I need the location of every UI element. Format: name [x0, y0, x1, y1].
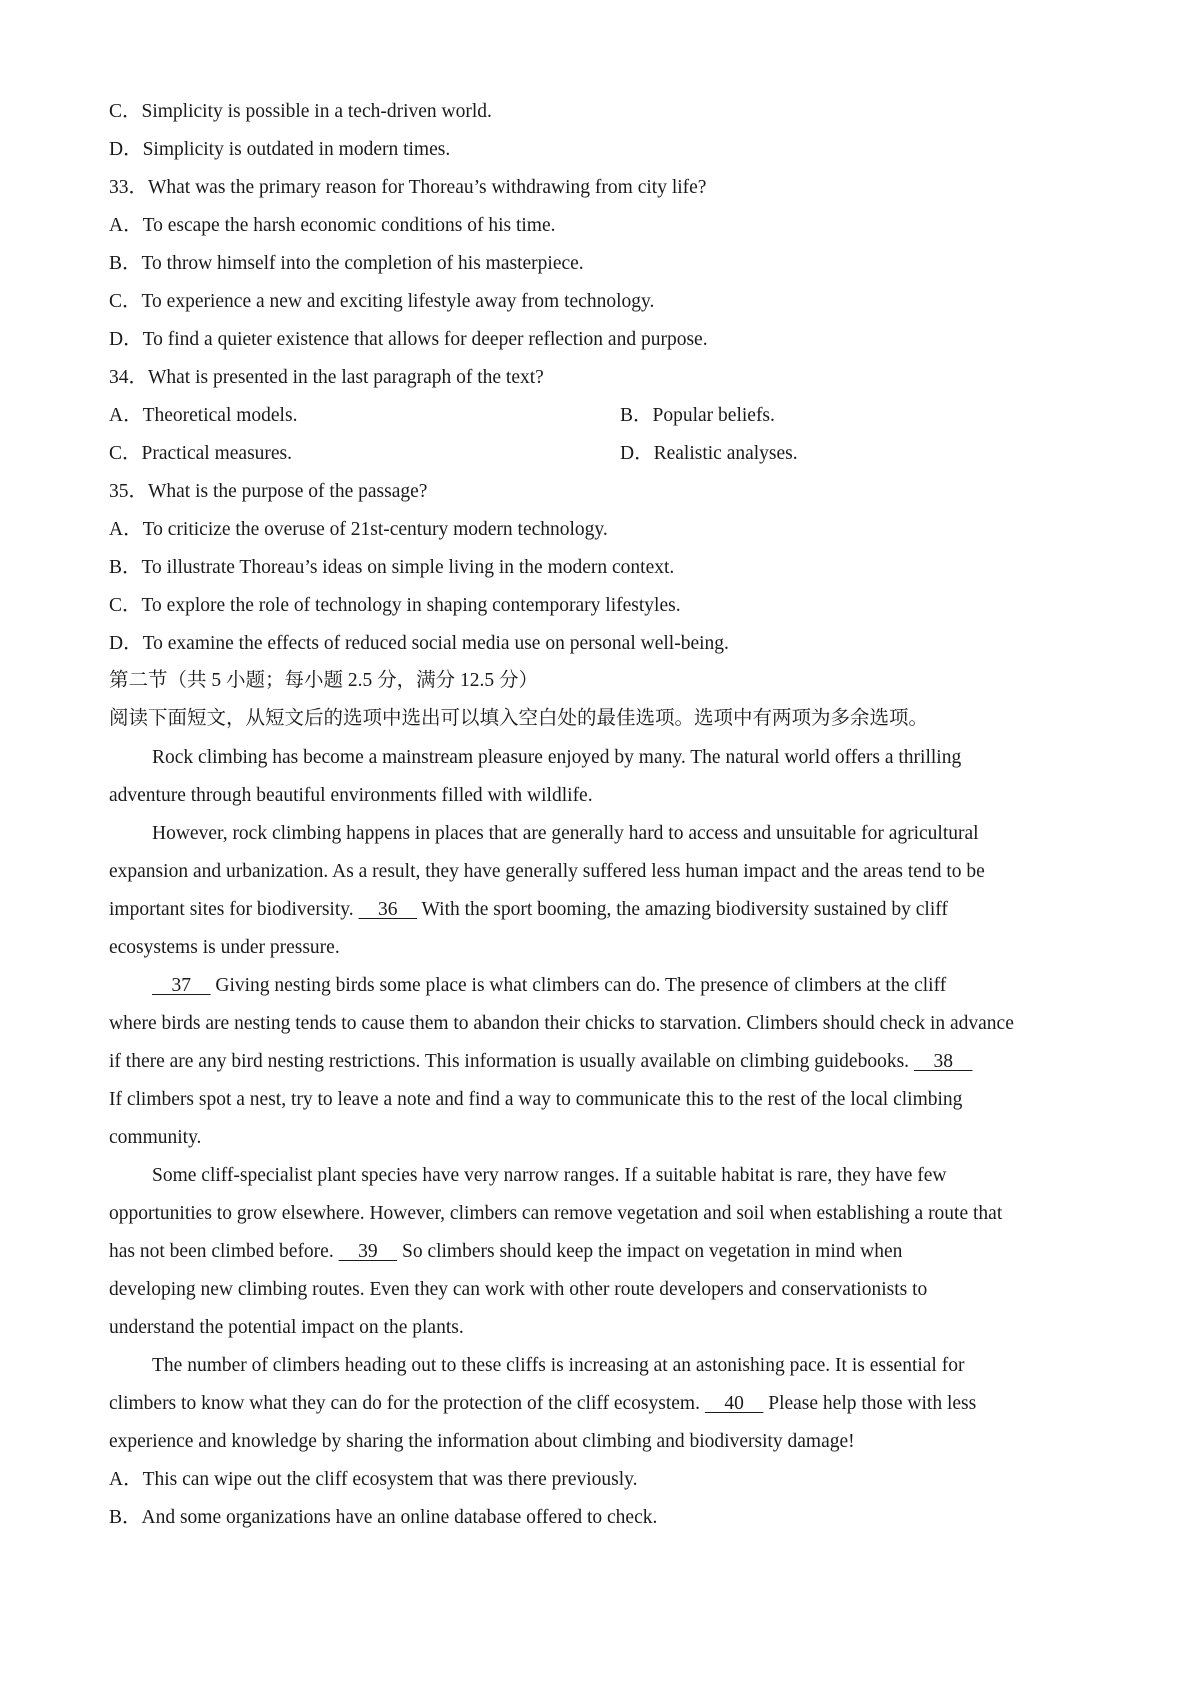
q35-option-a: A．To criticize the overuse of 21st-century modern technology.: [109, 519, 608, 540]
q34-option-d: D．Realistic analyses.: [620, 443, 798, 464]
q35-stem: 35．What is the purpose of the passage?: [109, 481, 428, 502]
q33-option-b: B．To throw himself into the completion of his masterpiece.: [109, 253, 584, 274]
passage-text: has not been climbed before.: [109, 1241, 339, 1262]
passage-text: important sites for biodiversity.: [109, 899, 359, 920]
passage-line: [109, 1391, 976, 1417]
passage-line: [109, 1239, 902, 1265]
passage-text: So climbers should keep the impact on vegetation in mind when: [397, 1241, 903, 1262]
blank-37: 37: [152, 975, 211, 996]
q34-stem: 34．What is presented in the last paragraph of the text?: [109, 367, 544, 388]
passage-text: With the sport booming, the amazing biodiversity sustained by cliff: [417, 899, 948, 920]
q34-option-c: C．Practical measures.: [109, 443, 293, 464]
q32-option-d: D．Simplicity is outdated in modern times.: [109, 139, 451, 160]
passage-line: experience and knowledge by sharing the information about climbing and biodiversity damage!: [109, 1431, 855, 1452]
passage-line: If climbers spot a nest, try to leave a note and find a way to communicate this to the rest of the local climbing: [109, 1089, 963, 1110]
passage-line: understand the potential impact on the plants.: [109, 1317, 464, 1338]
passage-text: Giving nesting birds some place is what climbers can do. The presence of climbers at the cliff: [210, 975, 947, 996]
answer-option-b: B．And some organizations have an online database offered to check.: [109, 1507, 658, 1528]
passage-text: if there are any bird nesting restrictions. This information is usually available on climbing guidebooks.: [109, 1051, 914, 1072]
q33-option-d: D．To find a quieter existence that allows for deeper reflection and purpose.: [109, 329, 708, 350]
passage-line: [152, 973, 946, 999]
blank-39: 39: [338, 1241, 398, 1262]
blank-36: 36: [358, 899, 417, 920]
section-heading: 第二节（共 5 小题；每小题 2.5 分，满分 12.5 分）: [109, 670, 539, 691]
answer-option-a: A．This can wipe out the cliff ecosystem that was there previously.: [109, 1469, 638, 1490]
q32-option-c: C．Simplicity is possible in a tech-driven world.: [109, 101, 492, 122]
passage-line: developing new climbing routes. Even they can work with other route developers and conservationists to: [109, 1279, 928, 1300]
q33-stem: 33．What was the primary reason for Thoreau’s withdrawing from city life?: [109, 177, 707, 198]
passage-line: where birds are nesting tends to cause them to abandon their chicks to starvation. Climbers should check in advance: [109, 1013, 1014, 1034]
q35-option-c: C．To explore the role of technology in shaping contemporary lifestyles.: [109, 595, 681, 616]
passage-text: climbers to know what they can do for the protection of the cliff ecosystem.: [109, 1393, 705, 1414]
passage-line: community.: [109, 1127, 202, 1148]
q33-option-a: A．To escape the harsh economic conditions of his time.: [109, 215, 556, 236]
q34-option-b: B．Popular beliefs.: [620, 405, 775, 426]
passage-text: Please help those with less: [763, 1393, 977, 1414]
passage-line: Some cliff-specialist plant species have very narrow ranges. If a suitable habitat is rare, they have few: [152, 1165, 947, 1186]
passage-line: Rock climbing has become a mainstream pleasure enjoyed by many. The natural world offers a thrilling: [152, 747, 962, 768]
q33-option-c: C．To experience a new and exciting lifestyle away from technology.: [109, 291, 655, 312]
q35-option-d: D．To examine the effects of reduced social media use on personal well-being.: [109, 633, 729, 654]
passage-line: [109, 897, 948, 923]
passage-line: The number of climbers heading out to these cliffs is increasing at an astonishing pace. It is essential for: [152, 1355, 965, 1376]
passage-line: expansion and urbanization. As a result, they have generally suffered less human impact and the areas tend to be: [109, 861, 985, 882]
passage-line: opportunities to grow elsewhere. However, climbers can remove vegetation and soil when establishing a route that: [109, 1203, 1003, 1224]
blank-38: 38: [913, 1051, 973, 1072]
blank-40: 40: [704, 1393, 764, 1414]
passage-line: [109, 1049, 972, 1075]
section-instruction: 阅读下面短文，从短文后的选项中选出可以填入空白处的最佳选项。选项中有两项为多余选项。: [109, 708, 929, 729]
q35-option-b: B．To illustrate Thoreau’s ideas on simple living in the modern context.: [109, 557, 675, 578]
passage-line: adventure through beautiful environments filled with wildlife.: [109, 785, 593, 806]
passage-line: However, rock climbing happens in places that are generally hard to access and unsuitable for agricultural: [152, 823, 979, 844]
q34-option-a: A．Theoretical models.: [109, 405, 298, 426]
passage-line: ecosystems is under pressure.: [109, 937, 340, 958]
